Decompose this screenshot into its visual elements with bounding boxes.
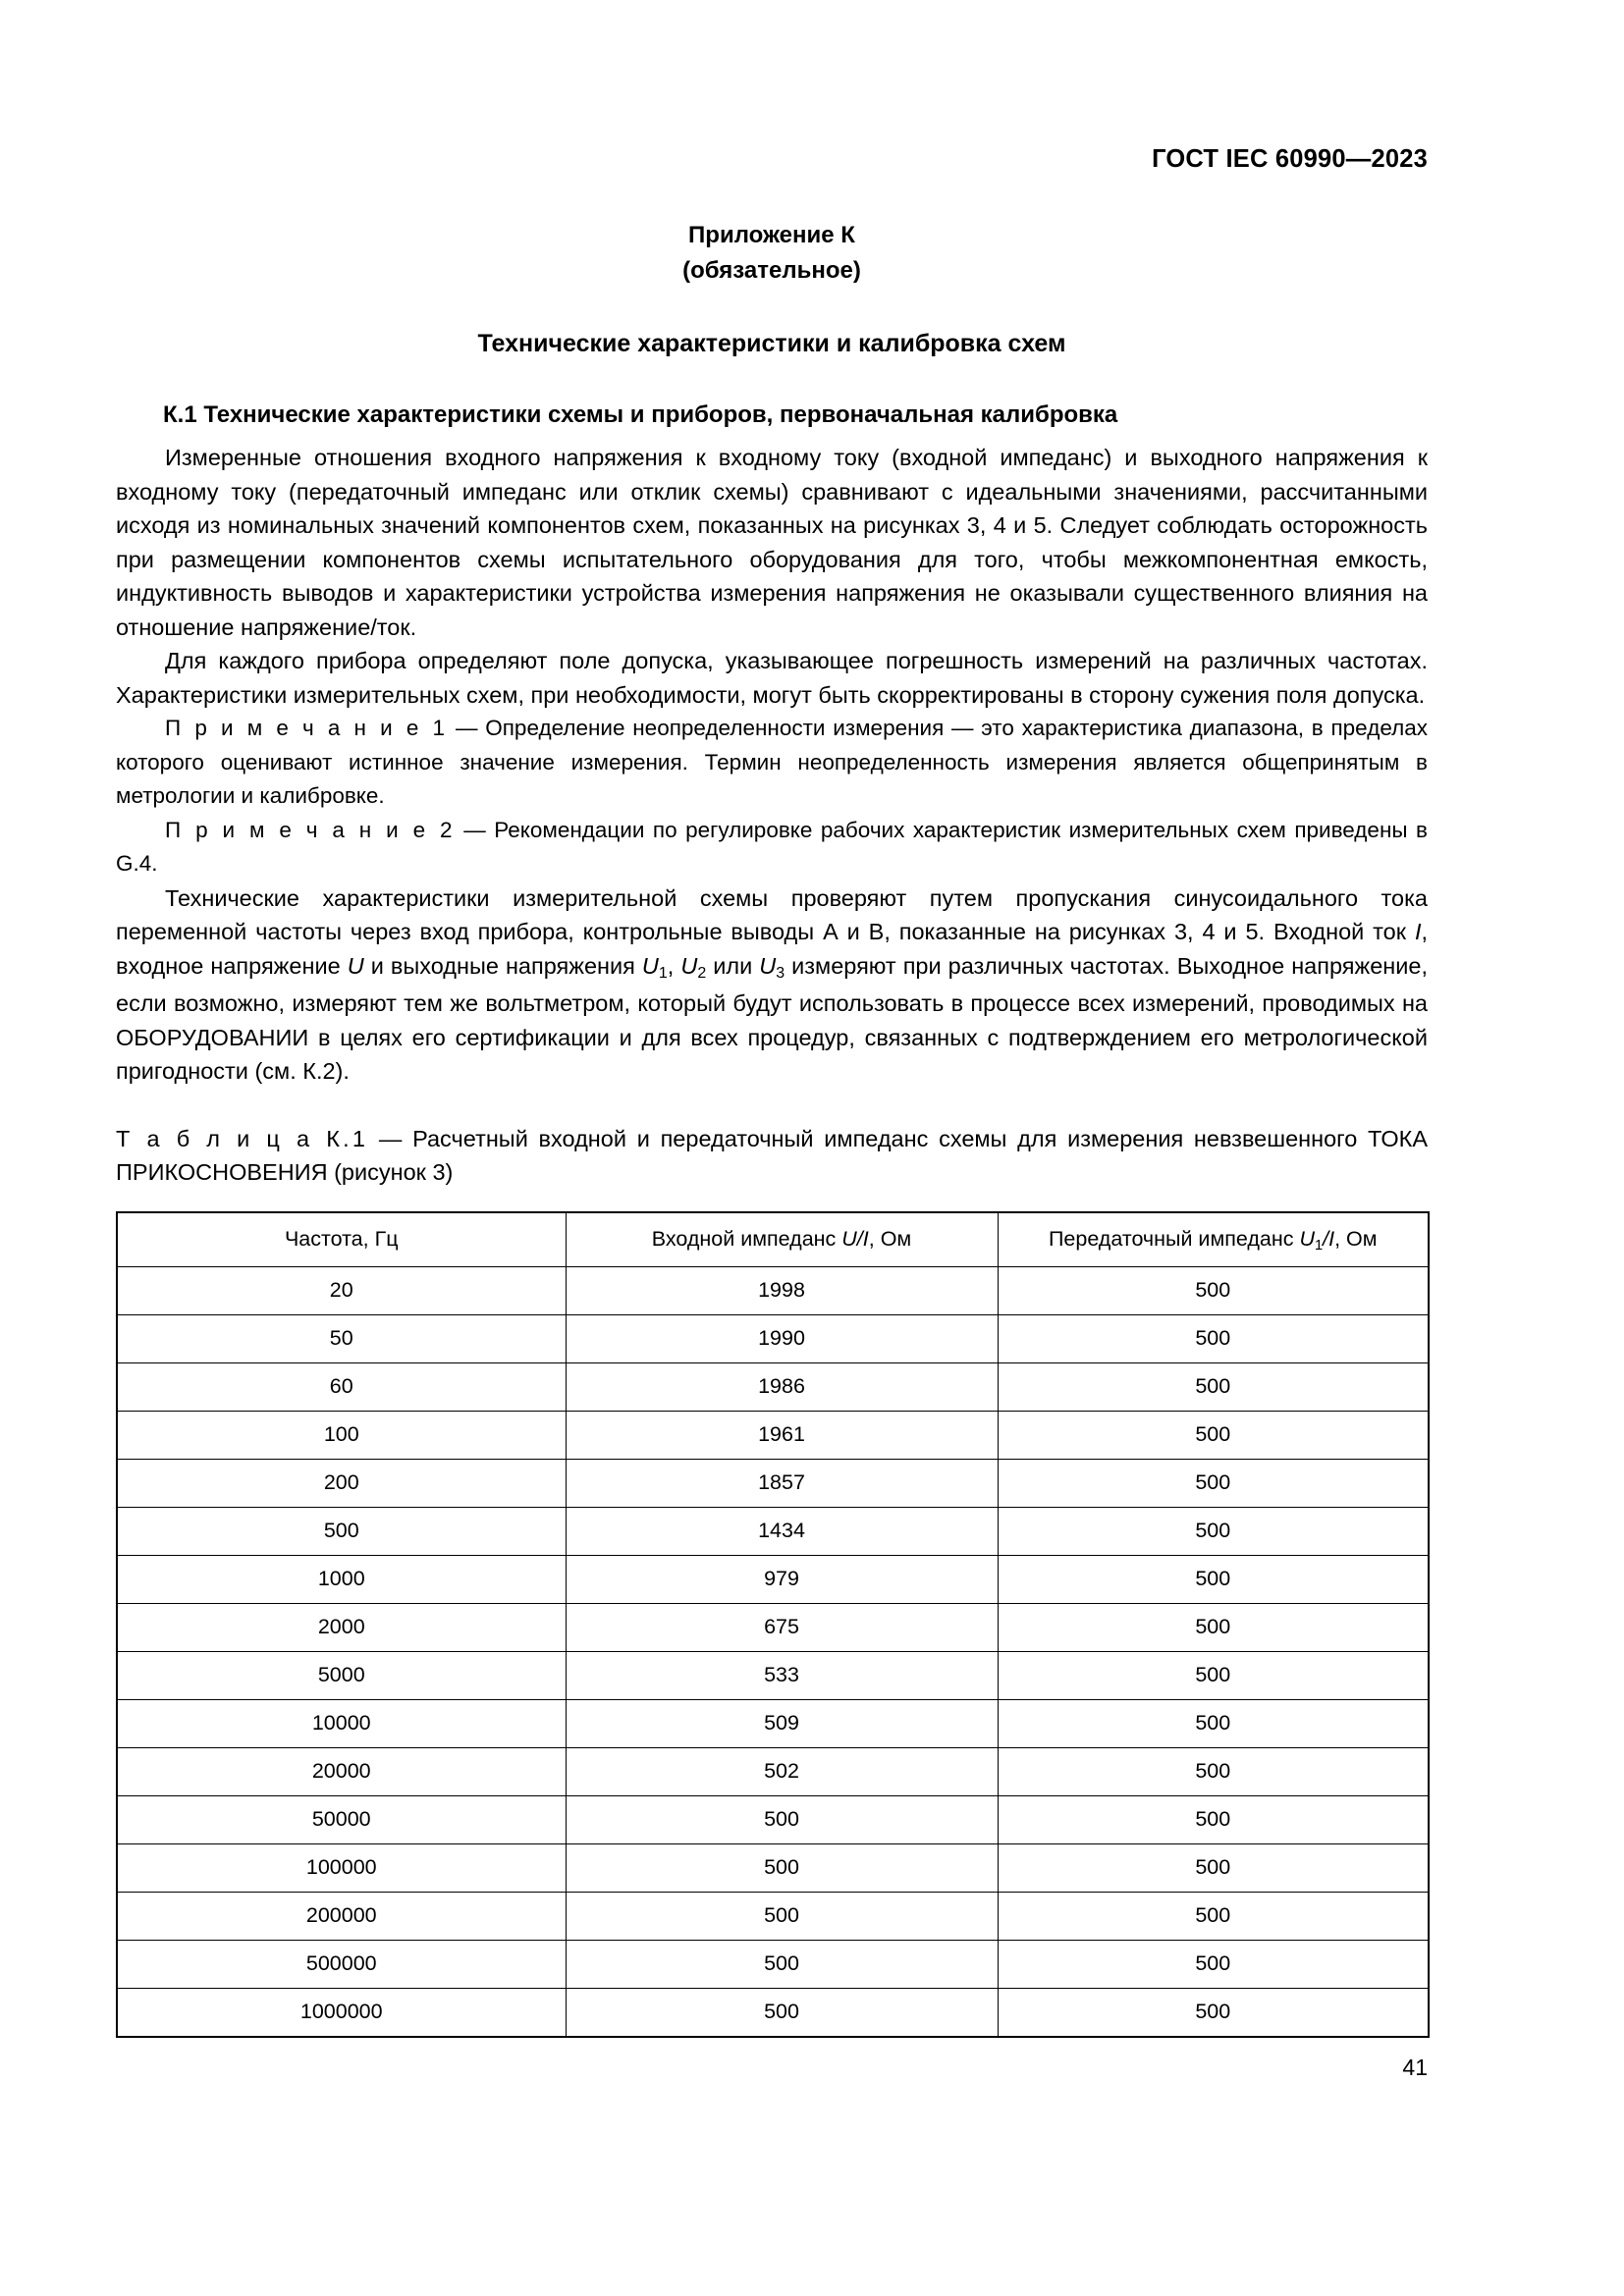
note-2-text: — Рекомендации по регулировке рабочих характеристик измерительных схем приведены в G.4. (116, 817, 1428, 876)
page-number: 41 (1402, 2055, 1428, 2080)
cell-frequency: 100000 (117, 1843, 566, 1892)
impedance-table (116, 1211, 1430, 2038)
table-header-row (117, 1212, 1429, 1267)
cell-input-impedance: 500 (566, 1795, 998, 1843)
column-header-transfer-impedance-i: /I (1323, 1227, 1335, 1251)
symbol-voltage-u2-sub: 2 (697, 964, 707, 982)
cell-transfer-impedance: 500 (998, 1892, 1429, 1940)
table-row (117, 1411, 1429, 1459)
clause-heading-k1: К.1 Технические характеристики схемы и приборов, первоначальная калибровка (163, 401, 1118, 428)
table-row (117, 1892, 1429, 1940)
cell-input-impedance: 502 (566, 1747, 998, 1795)
cell-frequency: 100 (117, 1411, 566, 1459)
note-1-label: П р и м е ч а н и е 1 (165, 716, 449, 740)
symbol-voltage-u1: U (641, 952, 659, 979)
table-body (117, 1266, 1429, 2037)
cell-frequency: 1000 (117, 1555, 566, 1603)
cell-input-impedance: 500 (566, 1940, 998, 1988)
annex-status: (обязательное) (682, 257, 861, 284)
note-1 (116, 712, 1428, 814)
cell-transfer-impedance: 500 (998, 1940, 1429, 1988)
table-row (117, 1651, 1429, 1699)
table-row (117, 1603, 1429, 1651)
symbol-voltage-u: U (347, 952, 364, 979)
note-2 (116, 814, 1428, 881)
column-header-transfer-impedance-u: U (1299, 1227, 1315, 1251)
cell-transfer-impedance: 500 (998, 1314, 1429, 1362)
cell-transfer-impedance: 500 (998, 1747, 1429, 1795)
table-row (117, 1266, 1429, 1314)
cell-frequency: 2000 (117, 1603, 566, 1651)
column-header-transfer-impedance-sub: 1 (1315, 1238, 1324, 1255)
cell-input-impedance: 1986 (566, 1362, 998, 1411)
cell-frequency: 500000 (117, 1940, 566, 1988)
column-header-frequency (117, 1212, 566, 1267)
table-row (117, 1747, 1429, 1795)
cell-frequency: 50 (117, 1314, 566, 1362)
table-row (117, 1555, 1429, 1603)
cell-frequency: 200000 (117, 1892, 566, 1940)
cell-transfer-impedance: 500 (998, 1651, 1429, 1699)
cell-transfer-impedance: 500 (998, 1555, 1429, 1603)
cell-transfer-impedance: 500 (998, 1362, 1429, 1411)
table-caption-label: Т а б л и ц а К.1 (116, 1125, 369, 1151)
cell-input-impedance: 533 (566, 1651, 998, 1699)
table-caption (116, 1122, 1428, 1190)
symbol-voltage-u3: U (759, 952, 777, 979)
symbol-current-i: I (1414, 919, 1422, 944)
cell-transfer-impedance: 500 (998, 1795, 1429, 1843)
cell-transfer-impedance: 500 (998, 1603, 1429, 1651)
column-header-transfer-impedance (998, 1212, 1429, 1267)
annex-heading-block (116, 218, 1428, 289)
cell-frequency: 20000 (117, 1747, 566, 1795)
cell-frequency: 60 (117, 1362, 566, 1411)
column-header-input-impedance (566, 1212, 998, 1267)
note-1-text: — Определение неопределенности измерения — это характеристика диапазона, в пределах которого оценивают истинное значение измерения. Термин неопределенность измерения является общепринятым в метрологии и калибровке. (116, 716, 1428, 808)
table-row (117, 1314, 1429, 1362)
page-content (116, 218, 1428, 2038)
note-2-label: П р и м е ч а н и е 2 (165, 817, 456, 842)
cell-input-impedance: 1434 (566, 1507, 998, 1555)
table-row (117, 1362, 1429, 1411)
table-row (117, 1507, 1429, 1555)
table-row (117, 1699, 1429, 1747)
paragraph-3 (116, 881, 1428, 1089)
cell-frequency: 200 (117, 1459, 566, 1507)
cell-input-impedance: 1998 (566, 1266, 998, 1314)
cell-input-impedance: 509 (566, 1699, 998, 1747)
cell-input-impedance: 1990 (566, 1314, 998, 1362)
table-caption-text: — Расчетный входной и передаточный импеданс схемы для измерения невзвешенного ТОКА ПРИКОСНОВЕНИЯ (рисунок 3) (116, 1125, 1428, 1185)
annex-label: Приложение К (688, 222, 855, 248)
cell-frequency: 1000000 (117, 1988, 566, 2037)
cell-input-impedance: 500 (566, 1892, 998, 1940)
paragraph-3-seg-2: , входное напряжение (116, 919, 1428, 979)
cell-frequency: 20 (117, 1266, 566, 1314)
table-row (117, 1988, 1429, 2037)
cell-input-impedance: 1857 (566, 1459, 998, 1507)
paragraph-2: Для каждого прибора определяют поле допуска, указывающее погрешность измерений на различных частотах. Характеристики измерительных схем, при необходимости, могут быть скорректированы в сторону сужения поля допуска. (116, 648, 1428, 708)
paragraph-1: Измеренные отношения входного напряжения к входному току (входной импеданс) и выходного напряжения к входному току (передаточный импеданс или отклик схемы) сравнивают с идеальными значениями, рассчитанными исходя из номинальных значений компонентов схем, показанных на рисунках 3, 4 и 5. Следует соблюдать осторожность при размещении компонентов схемы испытательного оборудования для того, чтобы межкомпонентная емкость, индуктивность выводов и характеристики устройства измерения напряжения не оказывали существенного влияния на отношение напряжение/ток. (116, 445, 1428, 640)
cell-transfer-impedance: 500 (998, 1266, 1429, 1314)
cell-transfer-impedance: 500 (998, 1459, 1429, 1507)
column-header-transfer-impedance-pre: Передаточный импеданс (1048, 1227, 1300, 1251)
cell-frequency: 5000 (117, 1651, 566, 1699)
cell-transfer-impedance: 500 (998, 1988, 1429, 2037)
paragraph-3-seg-3: и выходные напряжения (363, 952, 642, 979)
cell-frequency: 500 (117, 1507, 566, 1555)
paragraph-3-seg-5: или (706, 952, 760, 979)
cell-frequency: 50000 (117, 1795, 566, 1843)
symbol-voltage-u3-sub: 3 (776, 964, 785, 982)
symbol-voltage-u2: U (680, 952, 698, 979)
table-row (117, 1940, 1429, 1988)
paragraph-3-seg-1: Технические характеристики измерительной схемы проверяют путем пропускания синусоидального тока переменной частоты через вход прибора, контрольные выводы А и В, показанные на рисунках 3, 4 и 5. Входной ток (116, 884, 1428, 944)
symbol-voltage-u1-sub: 1 (658, 964, 668, 982)
table-row (117, 1843, 1429, 1892)
cell-transfer-impedance: 500 (998, 1699, 1429, 1747)
cell-transfer-impedance: 500 (998, 1411, 1429, 1459)
column-header-input-impedance-pre: Входной импеданс (651, 1227, 842, 1251)
paragraph-3-seg-6: измеряют при различных частотах. Выходное напряжение, если возможно, измеряют тем же вольтметром, который будут использовать в процессе всех измерений, проводимых на ОБОРУДОВАНИИ в целях его сертификации и для всех процедур, связанных с подтверждением его метрологической пригодности (см. К.2). (116, 952, 1428, 1084)
column-header-transfer-impedance-post: , Ом (1334, 1227, 1378, 1251)
cell-input-impedance: 1961 (566, 1411, 998, 1459)
cell-input-impedance: 500 (566, 1988, 998, 2037)
cell-input-impedance: 675 (566, 1603, 998, 1651)
table-row (117, 1459, 1429, 1507)
column-header-frequency-label: Частота, Гц (284, 1227, 399, 1251)
table-row (117, 1795, 1429, 1843)
cell-input-impedance: 500 (566, 1843, 998, 1892)
cell-transfer-impedance: 500 (998, 1843, 1429, 1892)
paragraph-3-seg-4: , (667, 952, 681, 979)
cell-transfer-impedance: 500 (998, 1507, 1429, 1555)
cell-input-impedance: 979 (566, 1555, 998, 1603)
column-header-input-impedance-symbol: U/I (841, 1227, 869, 1251)
column-header-input-impedance-post: , Ом (868, 1227, 912, 1251)
annex-title: Технические характеристики и калибровка схем (477, 330, 1066, 357)
running-head: ГОСТ IEC 60990—2023 (1152, 145, 1428, 173)
cell-frequency: 10000 (117, 1699, 566, 1747)
